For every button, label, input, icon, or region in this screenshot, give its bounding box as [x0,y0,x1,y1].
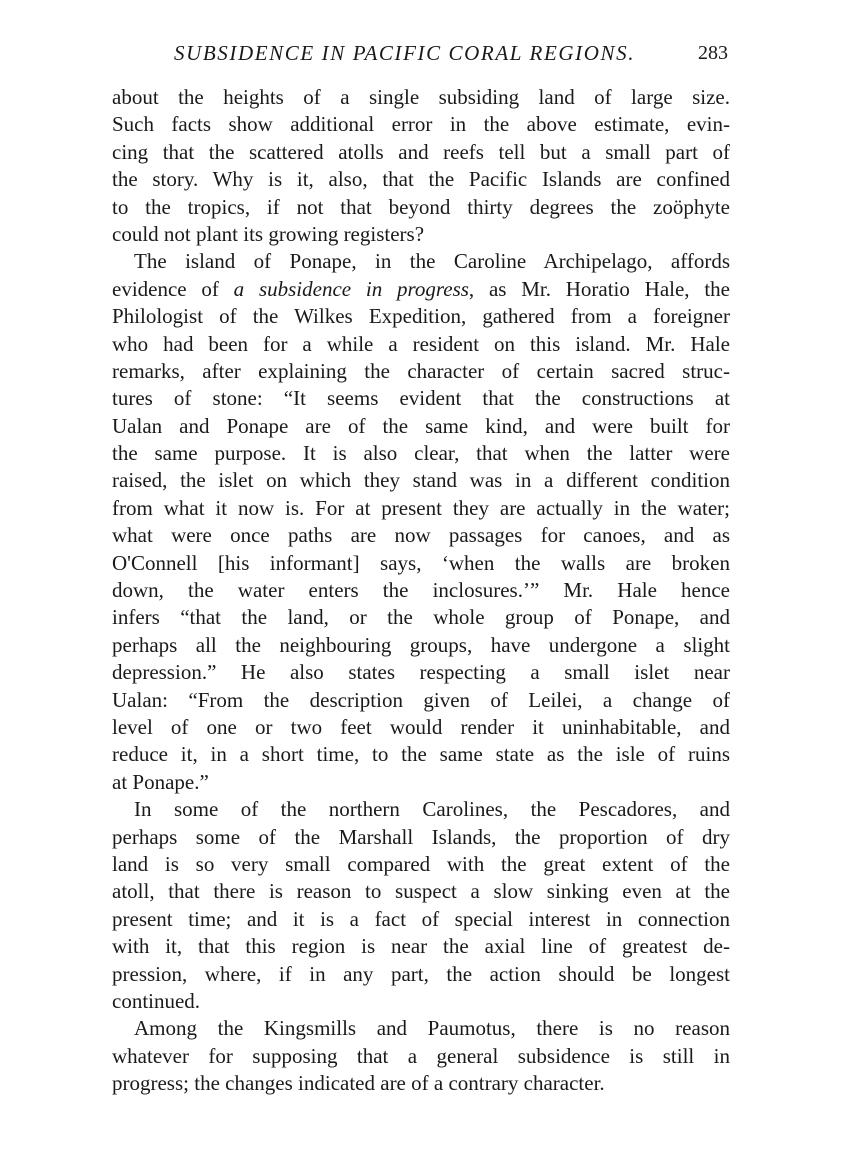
text-line: tures of stone: “It seems evident that the constructions at [112,386,730,411]
text-line: land is so very small compared with the great extent of the [112,851,730,876]
text-line: perhaps some of the Marshall Islands, the proportion of dry [112,824,730,849]
text-line: at Ponape.” [112,769,209,794]
text-line: raised, the islet on which they stand was in a different condition [112,468,730,493]
text-line-with-italic [112,276,730,303]
text-line: The island of Ponape, in the Caroline Archipelago, affords [134,249,730,274]
italic-phrase: a subsidence in progress [233,276,469,301]
text-line: Among the Kingsmills and Paumotus, there is no reason [134,1016,730,1041]
text-line: pression, where, if in any part, the action should be longest [112,961,730,986]
text-line: from what it now is. For at present they are actually in the water; [112,495,730,520]
text-line: with it, that this region is near the axial line of greatest de- [112,934,730,959]
text-line: Ualan: “From the description given of Leilei, a change of [112,687,730,712]
running-head [112,40,730,66]
text-line: continued. [112,988,201,1013]
text-run: , as Mr. Horatio Hale, the [468,276,730,301]
text-line: to the tropics, if not that beyond thirty degrees the zoöphyte [112,194,730,219]
text-line: Philologist of the Wilkes Expedition, gathered from a foreigner [112,304,730,329]
paragraph-4 [112,1015,730,1097]
text-line: about the heights of a single subsiding land of large size. [112,85,730,109]
text-line: In some of the northern Carolines, the Pescadores, and [134,797,730,822]
text-line: who had been for a while a resident on this island. Mr. Hale [112,331,730,356]
body-text [112,84,730,1097]
text-line: cing that the scattered atolls and reefs tell but a small part of [112,139,730,164]
text-line: remarks, after explaining the character of certain sacred struc- [112,358,730,383]
text-line: progress; the changes indicated are of a contrary character. [112,1071,605,1096]
text-line: atoll, that there is reason to suspect a slow sinking even at the [112,879,730,904]
text-line: the story. Why is it, also, that the Pacific Islands are confined [112,167,730,192]
text-line: the same purpose. It is also clear, that when the latter were [112,441,730,466]
page-number: 283 [698,42,728,64]
text-line: depression.” He also states respecting a small islet near [112,660,730,685]
text-line: Ualan and Ponape are of the same kind, and were built for [112,413,730,438]
text-line: present time; and it is a fact of special interest in connection [112,906,730,931]
text-line: perhaps all the neighbouring groups, have undergone a slight [112,632,730,657]
paragraph-1 [112,84,730,248]
text-line: down, the water enters the inclosures.’” Mr. Hale hence [112,578,730,603]
text-line: O'Connell [his informant] says, ‘when the walls are broken [112,550,730,575]
text-line: Such facts show additional error in the above estimate, evin- [112,112,730,137]
text-line: what were once paths are now passages for canoes, and as [112,523,730,548]
paragraph-2 [112,248,730,796]
text-line: infers “that the land, or the whole group of Ponape, and [112,605,730,630]
text-line: whatever for supposing that a general subsidence is still in [112,1043,730,1068]
text-line: reduce it, in a short time, to the same state as the isle of ruins [112,742,730,767]
text-run: evidence of [112,276,234,301]
text-line: could not plant its growing registers? [112,221,425,246]
text-line: level of one or two feet would render it uninhabitable, and [112,714,730,739]
running-title: SUBSIDENCE IN PACIFIC CORAL REGIONS. [174,41,636,65]
paragraph-3 [112,796,730,1015]
